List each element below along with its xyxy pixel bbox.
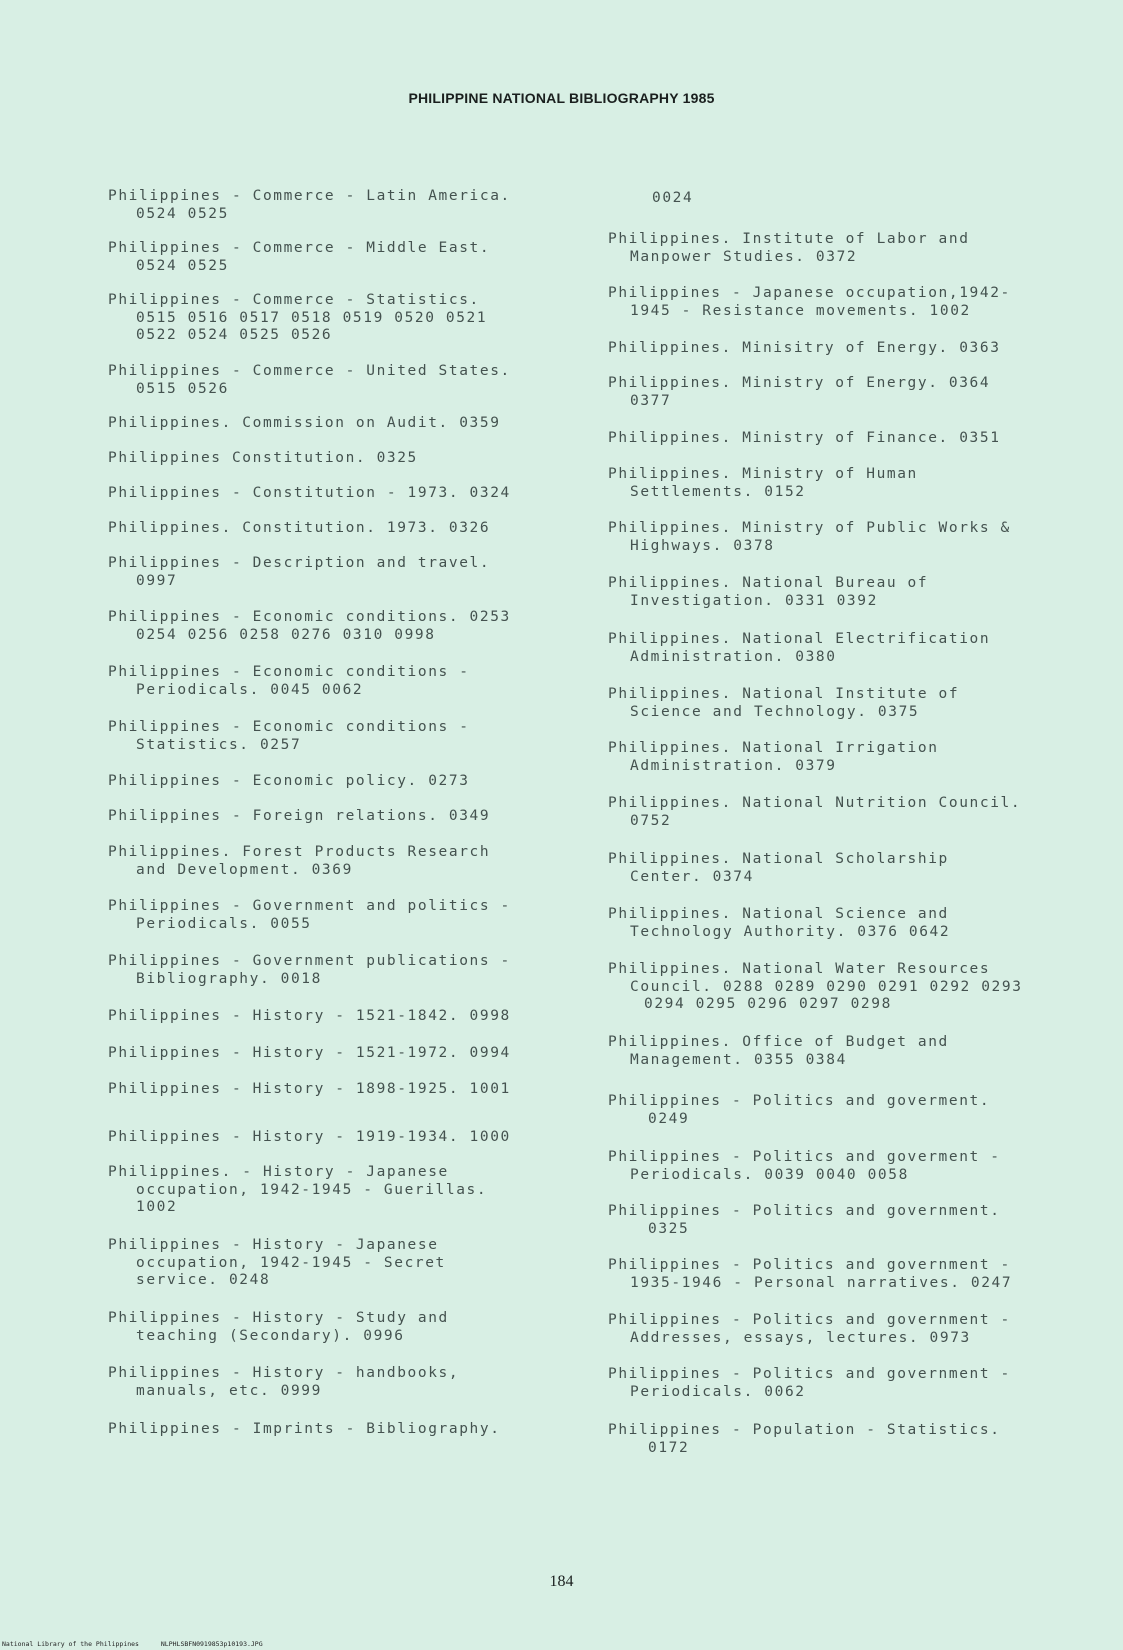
entry-line: Center. 0374: [630, 868, 754, 885]
entry-line: service. 0248: [136, 1272, 271, 1288]
entry-line: Philippines - Politics and goverment -: [608, 1149, 1001, 1165]
entry-line: Philippines - History - 1898-1925. 1001: [108, 1081, 511, 1097]
entry-right-1: [608, 231, 1058, 266]
entry-right-11: [608, 740, 1058, 775]
entry-right-20: [608, 1257, 1058, 1292]
entry-left-11: [108, 719, 553, 754]
entry-line: Philippines - History - Japanese: [108, 1237, 439, 1253]
entry-left-1: [108, 240, 553, 275]
entry-right-10: [608, 686, 1058, 721]
entry-line: Science and Technology. 0375: [630, 703, 920, 720]
page-header: PHILIPPINE NATIONAL BIBLIOGRAPHY 1985: [408, 90, 715, 106]
entry-line: Highways. 0378: [630, 537, 775, 554]
entry-line: 0294 0295 0296 0297 0298: [644, 996, 892, 1012]
entry-line: Philippines - Constitution - 1973. 0324: [108, 485, 511, 501]
entry-line: Philippines - History - 1919-1934. 1000: [108, 1129, 511, 1145]
entry-line: 0254 0256 0258 0276 0310 0998: [136, 626, 436, 643]
entry-left-21: [108, 1164, 553, 1217]
entry-left-9: [108, 609, 553, 644]
entry-left-8: [108, 555, 553, 590]
entry-line: Philippines - Imprints - Bibliography.: [108, 1421, 501, 1437]
entry-line: 0377: [630, 392, 672, 409]
entry-left-0: [108, 188, 553, 223]
entry-left-4: [108, 415, 553, 433]
entry-line: 0524 0525: [136, 205, 229, 222]
entry-line: manuals, etc. 0999: [136, 1382, 322, 1399]
entry-line: Philippines - Politics and goverment.: [608, 1093, 991, 1109]
entry-line: Philippines - Economic conditions. 0253: [108, 609, 511, 625]
entry-line: Philippines. National Electrification: [608, 631, 991, 647]
entry-line: Philippines - Government and politics -: [108, 898, 511, 914]
entry-line: Philippines - Foreign relations. 0349: [108, 808, 491, 824]
entry-line: Philippines - Politics and government -: [608, 1312, 1011, 1328]
entry-left-16: [108, 953, 553, 988]
entry-line: Periodicals. 0055: [136, 915, 312, 932]
page-number: 184: [549, 1573, 574, 1590]
entry-line: Administration. 0379: [630, 757, 837, 774]
scan-footer: [2, 1640, 281, 1648]
entry-right-0: [652, 190, 693, 208]
entry-right-12: [608, 795, 1058, 830]
footer-file: NLPHLSBFN0919853p10193.JPG: [160, 1640, 263, 1648]
entry-line: Philippines. National Irrigation: [608, 740, 939, 756]
entry-right-23: [608, 1422, 1058, 1457]
entry-line: Philippines - Economic policy. 0273: [108, 773, 470, 789]
entry-line: Philippines - Commerce - Middle East.: [108, 240, 491, 256]
entry-left-20: [108, 1129, 553, 1147]
entry-right-17: [608, 1093, 1058, 1128]
entry-line: Philippines - Commerce - Latin America.: [108, 188, 511, 204]
entry-right-3: [608, 340, 1058, 358]
entry-line: Philippines - Commerce - United States.: [108, 363, 511, 379]
entry-line: Philippines. Commission on Audit. 0359: [108, 415, 501, 431]
entry-line: 0325: [648, 1220, 690, 1237]
entry-right-15: [608, 961, 1058, 1014]
entry-line: Philippines - History - handbooks,: [108, 1365, 460, 1381]
entry-line: Philippines. National Science and: [608, 906, 949, 922]
entry-line: Philippines - Government publications -: [108, 953, 511, 969]
entry-line: 0515 0516 0517 0518 0519 0520 0521: [136, 309, 488, 326]
entry-line: Philippines - Politics and government.: [608, 1203, 1001, 1219]
entry-left-22: [108, 1237, 553, 1290]
entry-line: Philippines. Ministry of Finance. 0351: [608, 430, 1001, 446]
entry-line: Investigation. 0331 0392: [630, 592, 878, 609]
entry-left-23: [108, 1310, 553, 1345]
entry-line: Philippines. Ministry of Public Works &: [608, 520, 1011, 536]
entry-right-5: [608, 430, 1058, 448]
entry-line: 0249: [648, 1110, 690, 1127]
entry-right-14: [608, 906, 1058, 941]
entry-right-2: [608, 285, 1058, 320]
entry-line: Philippines - Japanese occupation,1942-: [608, 285, 1011, 301]
entry-left-5: [108, 450, 553, 468]
entry-line: Philippines. Office of Budget and: [608, 1034, 949, 1050]
entry-line: 1945 - Resistance movements. 1002: [630, 302, 971, 319]
entry-left-13: [108, 808, 553, 826]
entry-line: 0524 0525: [136, 257, 229, 274]
entry-left-12: [108, 773, 553, 791]
entry-line: Periodicals. 0062: [630, 1383, 806, 1400]
entry-left-17: [108, 1008, 553, 1026]
entry-line: Periodicals. 0045 0062: [136, 681, 364, 698]
entry-line: 0522 0524 0525 0526: [136, 327, 333, 343]
entry-left-19: [108, 1081, 553, 1099]
entry-right-18: [608, 1149, 1058, 1184]
entry-left-14: [108, 844, 553, 879]
entry-left-25: [108, 1421, 553, 1439]
entry-left-6: [108, 485, 553, 503]
entry-line: Statistics. 0257: [136, 736, 302, 753]
entry-right-22: [608, 1366, 1058, 1401]
entry-line: 1935-1946 - Personal narratives. 0247: [630, 1274, 1013, 1291]
entry-line: Philippines - Commerce - Statistics.: [108, 292, 480, 308]
entry-line: Philippines. National Institute of: [608, 686, 960, 702]
entry-line: Philippines. National Water Resources: [608, 961, 991, 977]
entry-line: Philippines. National Bureau of: [608, 575, 929, 591]
entry-line: Management. 0355 0384: [630, 1051, 847, 1068]
entry-right-6: [608, 466, 1058, 501]
entry-line: Philippines - Politics and government -: [608, 1257, 1011, 1273]
entry-right-19: [608, 1203, 1058, 1238]
entry-left-18: [108, 1045, 553, 1063]
footer-library: National Library of the Philippines: [2, 1640, 139, 1648]
entry-line: 0752: [630, 812, 672, 829]
entry-line: occupation, 1942-1945 - Secret: [136, 1254, 446, 1271]
entry-left-15: [108, 898, 553, 933]
entry-line: Philippines. Ministry of Human: [608, 466, 918, 482]
entry-right-16: [608, 1034, 1058, 1069]
entry-line: Administration. 0380: [630, 648, 837, 665]
entry-right-4: [608, 375, 1058, 410]
entry-left-3: [108, 363, 553, 398]
entry-line: Settlements. 0152: [630, 483, 806, 500]
entry-left-2: [108, 292, 553, 345]
entry-line: teaching (Secondary). 0996: [136, 1327, 405, 1344]
entry-line: Philippines. Forest Products Research: [108, 844, 491, 860]
entry-left-7: [108, 520, 553, 538]
entry-line: Philippines - Politics and government -: [608, 1366, 1011, 1382]
entry-line: Philippines - Description and travel.: [108, 555, 491, 571]
entry-line: Philippines - History - 1521-1972. 0994: [108, 1045, 511, 1061]
entry-line: Philippines. Ministry of Energy. 0364: [608, 375, 991, 391]
entry-line: Philippines - Population - Statistics.: [608, 1422, 1001, 1438]
entry-line: Philippines. - History - Japanese: [108, 1164, 449, 1180]
entry-line: Philippines - History - Study and: [108, 1310, 449, 1326]
entry-line: 1002: [136, 1199, 178, 1215]
entry-line: Philippines Constitution. 0325: [108, 450, 418, 466]
entry-line: and Development. 0369: [136, 861, 353, 878]
entry-line: 0172: [648, 1439, 690, 1456]
entry-line: Council. 0288 0289 0290 0291 0292 0293: [630, 978, 1023, 995]
entry-line: 0515 0526: [136, 380, 229, 397]
entry-line: Philippines - History - 1521-1842. 0998: [108, 1008, 511, 1024]
entry-line: Philippines. Constitution. 1973. 0326: [108, 520, 491, 536]
entry-right-21: [608, 1312, 1058, 1347]
entry-line: Philippines - Economic conditions -: [108, 664, 470, 680]
entry-right-7: [608, 520, 1058, 555]
entry-left-24: [108, 1365, 553, 1400]
entry-line: Bibliography. 0018: [136, 970, 322, 987]
entry-line: occupation, 1942-1945 - Guerillas.: [136, 1181, 488, 1198]
entry-line: Philippines - Economic conditions -: [108, 719, 470, 735]
entry-line: Philippines. National Nutrition Council.: [608, 795, 1022, 811]
entry-line: 0024: [652, 190, 694, 206]
entry-line: Philippines. Minisitry of Energy. 0363: [608, 340, 1001, 356]
entry-right-8: [608, 575, 1058, 610]
entry-line: Philippines. National Scholarship: [608, 851, 949, 867]
entry-right-9: [608, 631, 1058, 666]
entry-line: Philippines. Institute of Labor and: [608, 231, 970, 247]
entry-left-10: [108, 664, 553, 699]
entry-right-13: [608, 851, 1058, 886]
entry-line: Addresses, essays, lectures. 0973: [630, 1329, 971, 1346]
entry-line: 0997: [136, 572, 178, 589]
entry-line: Periodicals. 0039 0040 0058: [630, 1166, 909, 1183]
entry-line: Manpower Studies. 0372: [630, 248, 858, 265]
entry-line: Technology Authority. 0376 0642: [630, 923, 951, 940]
